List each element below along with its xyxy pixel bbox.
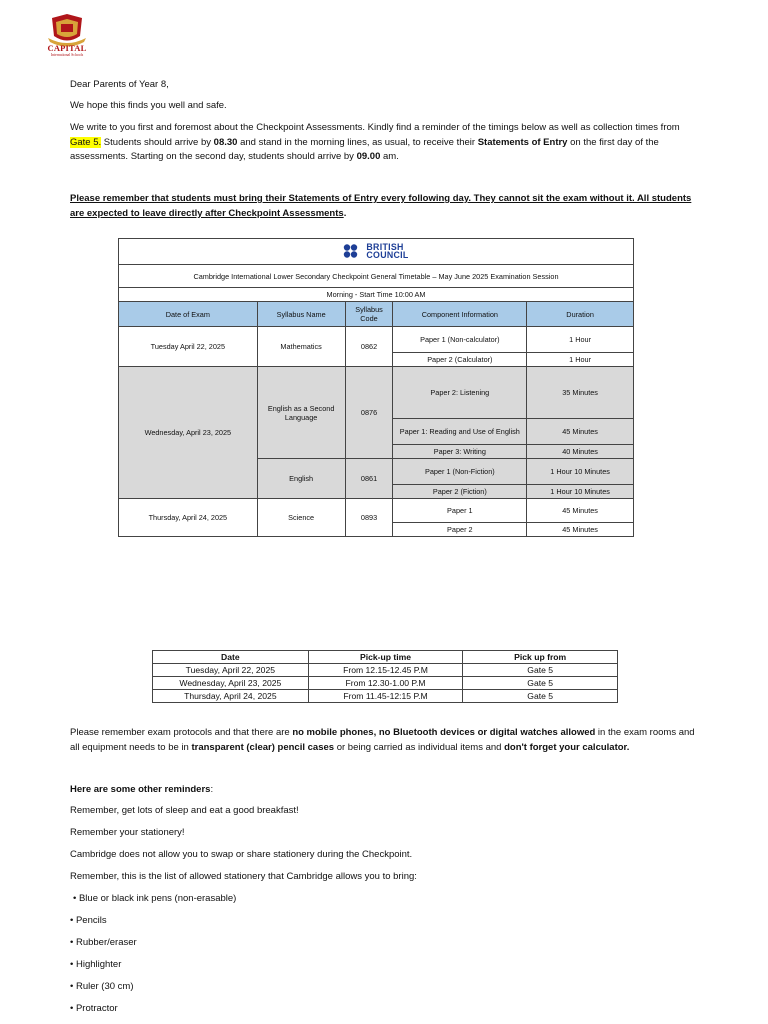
col-pickup-time: Pick-up time: [308, 651, 463, 664]
exam-date: Thursday, April 24, 2025: [119, 499, 258, 537]
table-row: [153, 664, 618, 677]
syllabus-name: English: [257, 459, 345, 499]
syllabus-code: 0862: [345, 327, 393, 367]
duration: 1 Hour 10 Minutes: [527, 459, 634, 485]
reminder-allowed-list: Remember, this is the list of allowed stationery that Cambridge allows you to bring:: [70, 871, 417, 882]
component: Paper 3: Writing: [393, 445, 527, 459]
col-duration: Duration: [527, 302, 634, 327]
list-item: • Blue or black ink pens (non-erasable): [73, 893, 237, 904]
duration: 1 Hour: [527, 353, 634, 367]
col-date: Date of Exam: [119, 302, 258, 327]
pickup-gate: Gate 5: [463, 690, 618, 703]
syllabus-name: English as a Second Language: [257, 367, 345, 459]
logo-subtitle: International Schools: [50, 53, 84, 57]
bullet: •: [70, 915, 74, 926]
col-code: Syllabus Code: [345, 302, 393, 327]
exam-date: Tuesday April 22, 2025: [119, 327, 258, 367]
reminders-heading: Here are some other reminders:: [70, 784, 214, 795]
pickup-gate: Gate 5: [463, 664, 618, 677]
component: Paper 2: Listening: [393, 367, 527, 419]
pickup-date: Tuesday, April 22, 2025: [153, 664, 309, 677]
pickup-gate: Gate 5: [463, 677, 618, 690]
session-label: Morning - Start Time 10:00 AM: [119, 288, 634, 302]
col-pickup-from: Pick up from: [463, 651, 618, 664]
gate-highlight: Gate 5.: [70, 136, 102, 148]
pickup-date: Wednesday, April 23, 2025: [153, 677, 309, 690]
component: Paper 2: [393, 523, 527, 537]
col-date: Date: [153, 651, 309, 664]
list-item: • Protractor: [70, 1003, 118, 1014]
exam-date: Wednesday, April 23, 2025: [119, 367, 258, 499]
list-item: • Highlighter: [70, 959, 122, 970]
col-syllabus: Syllabus Name: [257, 302, 345, 327]
list-item: • Ruler (30 cm): [70, 981, 134, 992]
bullet: •: [70, 981, 74, 992]
syllabus-name: Mathematics: [257, 327, 345, 367]
duration: 45 Minutes: [527, 419, 634, 445]
component: Paper 1 (Non-Fiction): [393, 459, 527, 485]
timetable-title: Cambridge International Lower Secondary Checkpoint General Timetable – May June 2025 Examination Session: [119, 265, 634, 288]
intro-line: We hope this finds you well and safe.: [70, 100, 227, 111]
greeting: Dear Parents of Year 8,: [70, 79, 169, 90]
component: Paper 2 (Fiction): [393, 485, 527, 499]
bullet: •: [73, 893, 77, 904]
pickup-time: From 11.45-12:15 P.M: [308, 690, 463, 703]
pickup-time: From 12.30-1.00 P.M: [308, 677, 463, 690]
pickup-time: From 12.15-12.45 P.M: [308, 664, 463, 677]
british-council-logo: BRITISH COUNCIL: [119, 239, 634, 265]
syllabus-code: 0861: [345, 459, 393, 499]
duration: 1 Hour 10 Minutes: [527, 485, 634, 499]
intro-paragraph: We write to you first and foremost about the Checkpoint Assessments. Kindly find a reminder of the timings below as well as collection times from Gate 5. Students should arrive by 08.30 and stand in the morning lines, as usual, to receive their Statements of Entry on the first day of the assessments. Starting on the second day, students should arrive by 09.00 am.: [70, 122, 680, 162]
duration: 45 Minutes: [527, 499, 634, 523]
list-item: • Rubber/eraser: [70, 937, 137, 948]
syllabus-name: Science: [257, 499, 345, 537]
list-item: • Pencils: [70, 915, 107, 926]
table-row: [153, 690, 618, 703]
bullet: •: [70, 937, 74, 948]
reminder-stationery: Remember your stationery!: [70, 827, 185, 838]
component: Paper 1 (Non-calculator): [393, 327, 527, 353]
statements-notice: Please remember that students must bring their Statements of Entry every following day. They cannot sit the exam without it. All students are expected to leave directly after Checkpoint Assessments.: [70, 193, 692, 219]
protocols-paragraph: Please remember exam protocols and that there are no mobile phones, no Bluetooth devices or digital watches allowed in the exam rooms and all equipment needs to be in transparent (clear) pencil cases or being carried as individual items and don't forget your calculator.: [70, 727, 695, 753]
pickup-date: Thursday, April 24, 2025: [153, 690, 309, 703]
british-council-dots-icon: [343, 244, 363, 258]
logo-name: CAPITAL: [47, 43, 87, 53]
table-row: [153, 677, 618, 690]
duration: 35 Minutes: [527, 367, 634, 419]
duration: 45 Minutes: [527, 523, 634, 537]
pickup-table: [152, 650, 618, 703]
component: Paper 1: [393, 499, 527, 523]
bullet: •: [70, 959, 74, 970]
syllabus-code: 0893: [345, 499, 393, 537]
col-component: Component Information: [393, 302, 527, 327]
component: Paper 1: Reading and Use of English: [393, 419, 527, 445]
reminder-sleep: Remember, get lots of sleep and eat a good breakfast!: [70, 805, 299, 816]
bullet: •: [70, 1003, 74, 1014]
component: Paper 2 (Calculator): [393, 353, 527, 367]
exam-timetable: [118, 238, 634, 537]
duration: 40 Minutes: [527, 445, 634, 459]
syllabus-code: 0876: [345, 367, 393, 459]
reminder-no-sharing: Cambridge does not allow you to swap or share stationery during the Checkpoint.: [70, 849, 413, 860]
duration: 1 Hour: [527, 327, 634, 353]
